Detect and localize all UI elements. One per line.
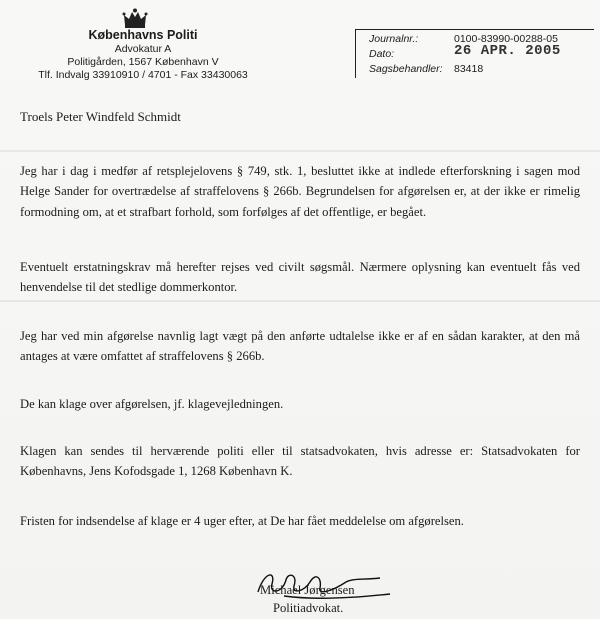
phone-line: Tlf. Indvalg 33910910 / 4701 - Fax 33430063 bbox=[38, 69, 248, 81]
handler-row bbox=[369, 63, 484, 75]
date-stamp: 26 APR. 2005 bbox=[454, 43, 561, 59]
body-paragraph: Jeg har ved min afgørelse navnlig lagt vægt på den anførte udtalelse ikke er af en sådan karakter, at den må antages at være omfattet af straffelovens § 266b. bbox=[20, 329, 580, 364]
organization-name: Københavns Politi bbox=[88, 28, 198, 42]
address-line: Politigården, 1567 København V bbox=[67, 56, 219, 68]
signatory-name: Michael Jørgensen bbox=[260, 583, 355, 597]
crown-icon bbox=[122, 8, 148, 30]
handler-number: 83418 bbox=[454, 63, 484, 75]
handler-label: Sagsbehandler: bbox=[369, 63, 443, 75]
journal-label: Journalnr.: bbox=[369, 33, 419, 45]
body-paragraph: Jeg har i dag i medfør af retsplejelovens § 749, stk. 1, besluttet ikke at indlede efterforskning i sagen mod Helge Sander for overtrædelse af straffelovens § 266b. Begrundelsen for afgørelsen er, at der ikke er rimelig formodning om, at et strafbart forhold, som forfølges af det offentlige, er begået. bbox=[20, 164, 580, 219]
journal-row bbox=[369, 33, 558, 45]
fold-line bbox=[0, 300, 600, 302]
date-label: Dato: bbox=[369, 48, 395, 60]
journal-number: 0100-83990-00288-05 bbox=[454, 33, 558, 45]
letterhead bbox=[28, 28, 258, 82]
recipient-name: Troels Peter Windfeld Schmidt bbox=[20, 109, 181, 124]
body-paragraph: Eventuelt erstatningskrav må herefter rejses ved civilt søgsmål. Nærmere oplysning kan eventuelt fås ved henvendelse til det stedlige dommerkontor. bbox=[20, 260, 580, 295]
signatory-title: Politiadvokat. bbox=[273, 601, 344, 615]
fold-line bbox=[0, 150, 600, 152]
body-paragraph: Fristen for indsendelse af klage er 4 uger efter, at De har fået meddelelse om afgørelsen. bbox=[20, 514, 464, 528]
date-row bbox=[369, 43, 561, 60]
case-info-box bbox=[355, 29, 594, 78]
department-name: Advokatur A bbox=[114, 43, 172, 55]
body-paragraph: De kan klage over afgørelsen, jf. klagevejledningen. bbox=[20, 397, 284, 411]
body-paragraph: Klagen kan sendes til herværende politi eller til statsadvokaten, hvis adresse er: Statsadvokaten for Københavns, Jens Kofodsgade 1, 1268 København K. bbox=[20, 444, 580, 479]
